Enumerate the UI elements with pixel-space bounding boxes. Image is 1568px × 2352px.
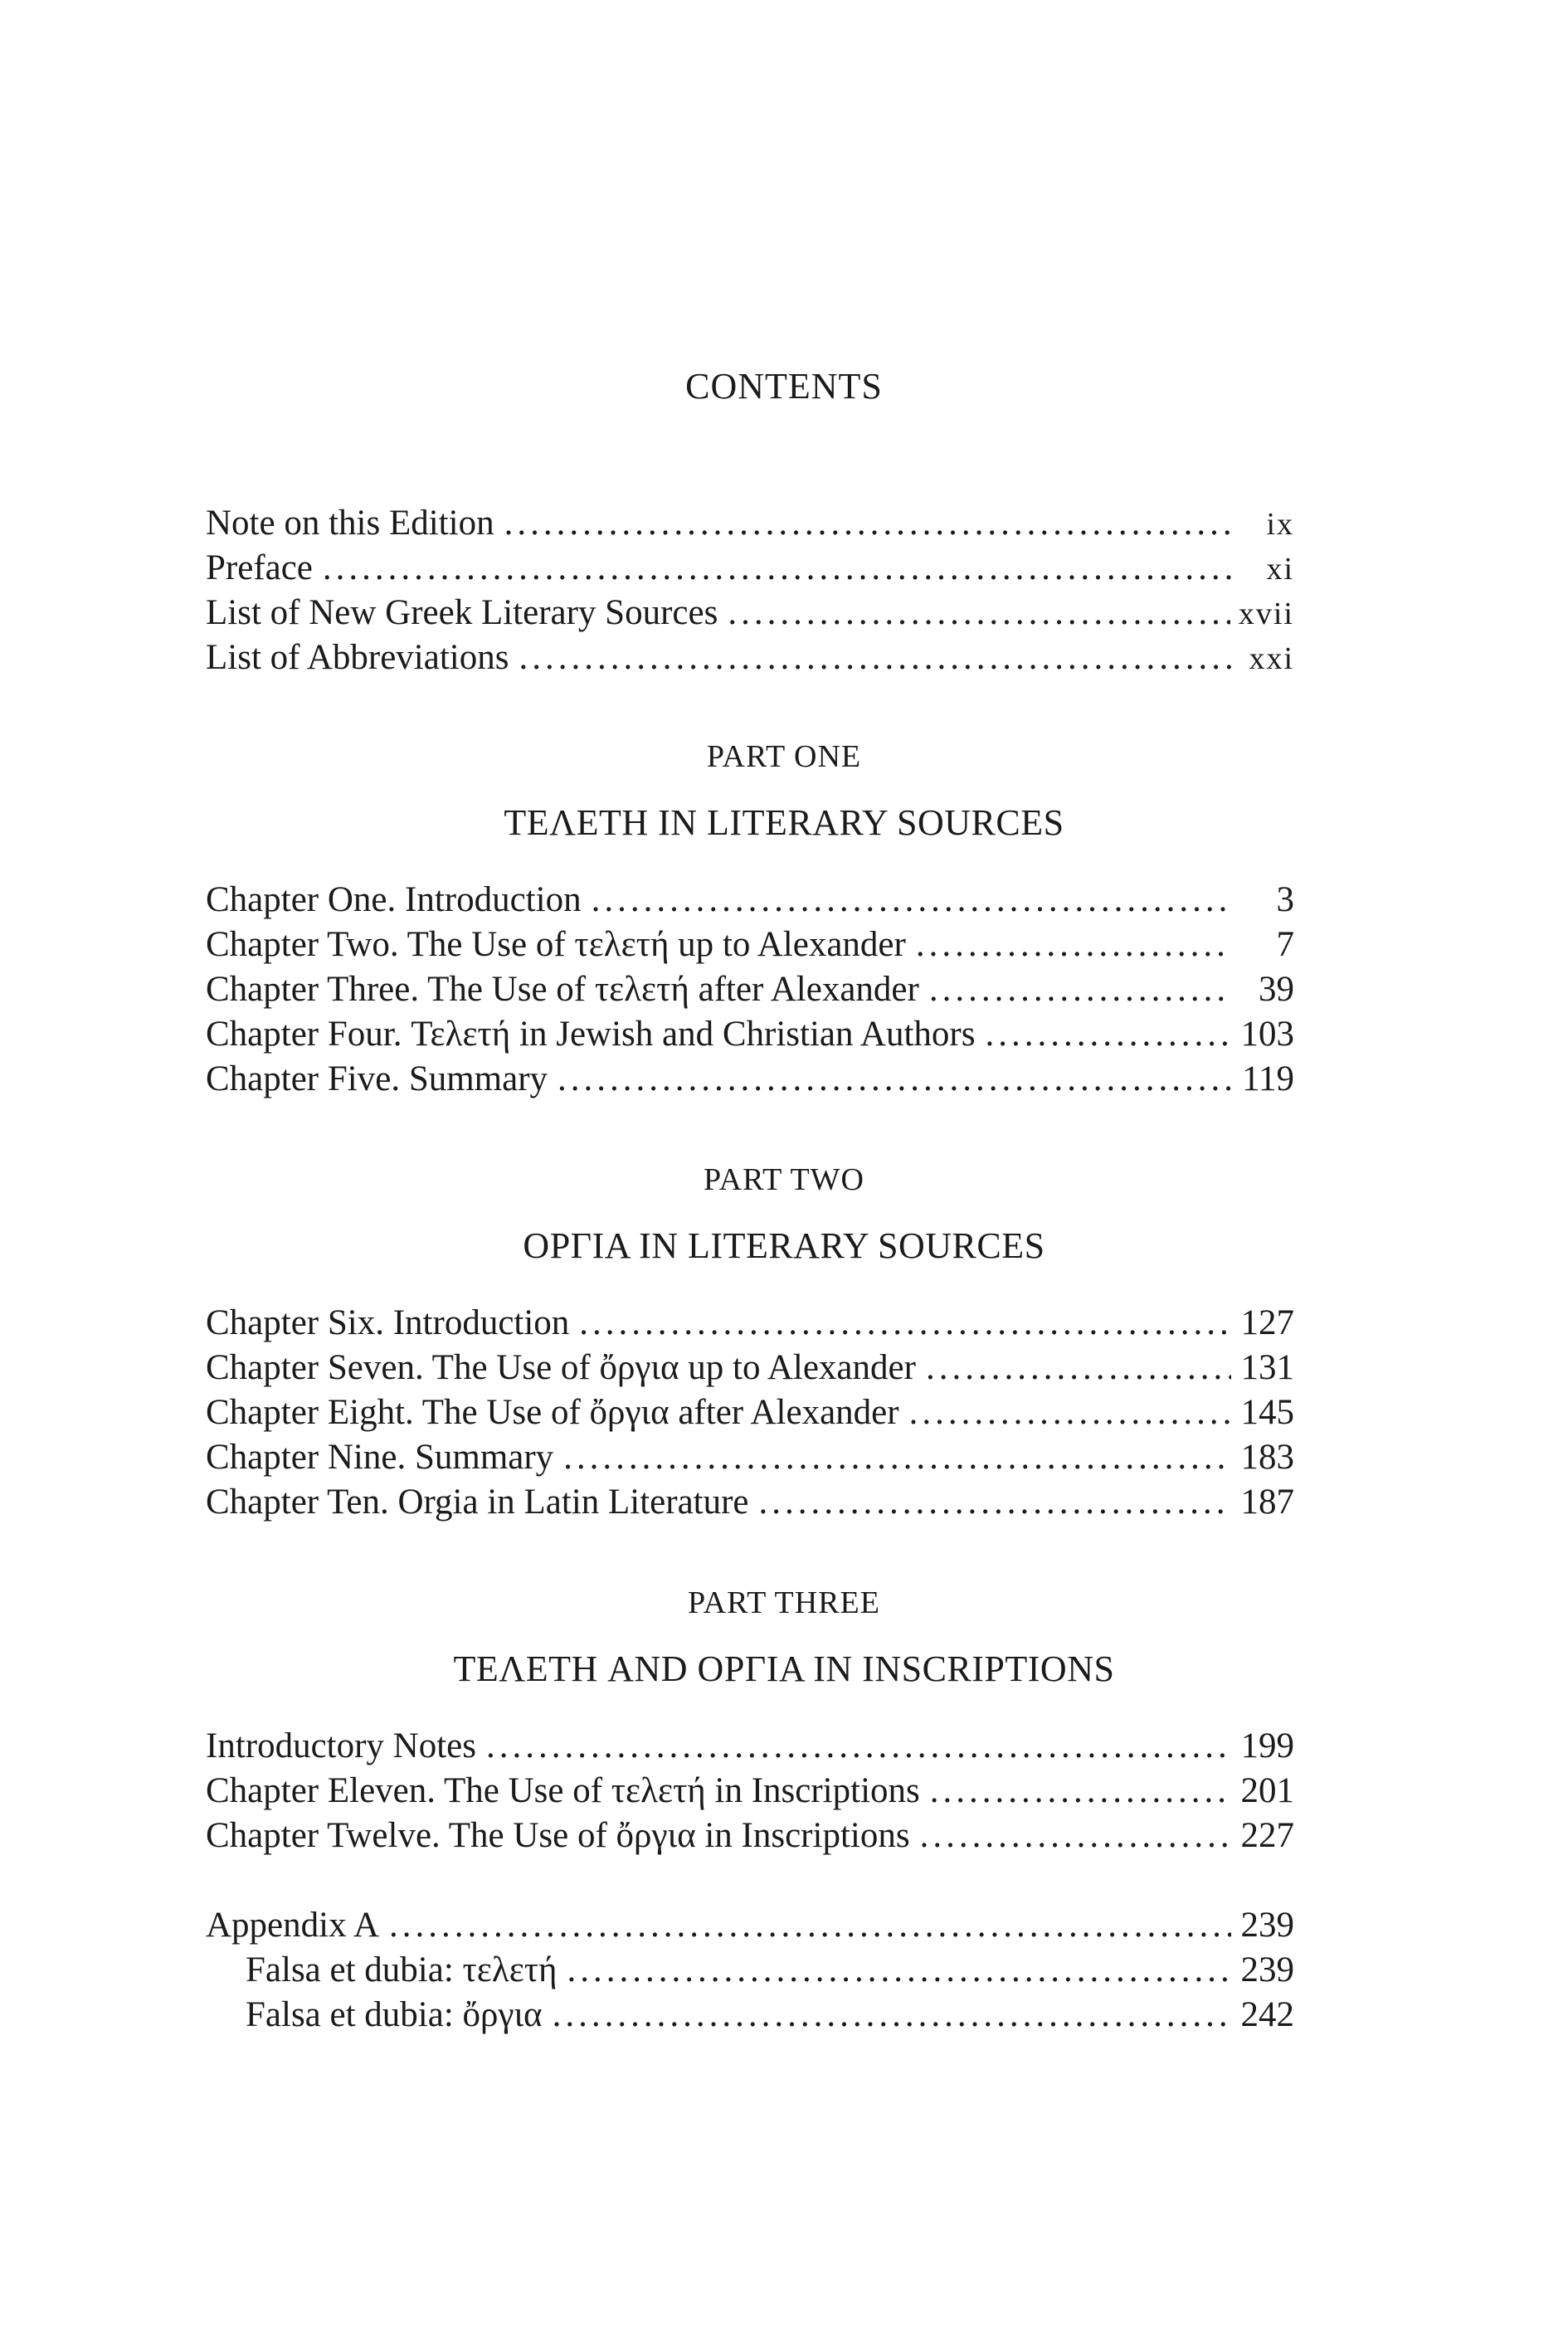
dot-leader xyxy=(929,967,1231,1012)
toc-entry xyxy=(206,967,1294,1012)
toc-entry-title: Note on this Edition xyxy=(206,504,494,543)
toc-entry-page: 201 xyxy=(1240,1771,1294,1810)
toc-entry xyxy=(206,1769,1294,1814)
part-one-label: PART ONE xyxy=(706,739,862,774)
dot-leader xyxy=(567,1948,1231,1993)
toc-subentry xyxy=(206,1948,1294,1993)
dot-leader xyxy=(920,1814,1231,1858)
toc-entry-title: Falsa et dubia: ὄργια xyxy=(246,1995,543,2034)
dot-leader xyxy=(926,1346,1231,1390)
dot-leader xyxy=(558,1057,1231,1102)
toc-entry-page: 183 xyxy=(1240,1438,1294,1477)
toc-entry xyxy=(206,878,1294,923)
toc-entry-title: Chapter Two. The Use of τελετή up to Alexander xyxy=(206,925,906,964)
dot-leader xyxy=(323,546,1231,591)
toc-entry-title: Chapter Five. Summary xyxy=(206,1059,548,1098)
toc-entry-title: Falsa et dubia: τελετή xyxy=(246,1950,558,1989)
toc-entry-page: 199 xyxy=(1240,1726,1294,1765)
toc-entry xyxy=(206,1724,1294,1769)
toc-entry-title: Chapter Twelve. The Use of ὄργια in Inscriptions xyxy=(206,1816,910,1855)
dot-leader xyxy=(563,1435,1231,1480)
dot-leader xyxy=(916,923,1231,967)
toc-entry-page: 239 xyxy=(1240,1906,1294,1945)
toc-entry-page: 7 xyxy=(1276,925,1294,964)
toc-entry-title: List of Abbreviations xyxy=(206,638,509,677)
contents-title: CONTENTS xyxy=(685,366,883,407)
dot-leader xyxy=(504,501,1231,546)
toc-entry-page: 227 xyxy=(1240,1816,1294,1855)
dot-leader xyxy=(728,591,1230,635)
dot-leader xyxy=(519,635,1231,680)
toc-entry-page: xi xyxy=(1266,552,1294,587)
dot-leader xyxy=(389,1903,1231,1948)
toc-entry xyxy=(206,635,1294,680)
toc-entry xyxy=(206,1390,1294,1435)
part-three-label: PART THREE xyxy=(688,1585,880,1620)
toc-entry-page: ix xyxy=(1266,507,1294,542)
toc-entry-page: 187 xyxy=(1240,1483,1294,1522)
toc-entry-title: Appendix A xyxy=(206,1906,380,1945)
dot-leader xyxy=(985,1012,1231,1057)
part-one-list xyxy=(206,878,1294,1102)
dot-leader xyxy=(759,1480,1231,1525)
part-three-list xyxy=(206,1724,1294,1858)
toc-entry-title: Chapter Nine. Summary xyxy=(206,1438,554,1477)
toc-entry xyxy=(206,923,1294,967)
toc-entry-page: 39 xyxy=(1259,970,1294,1009)
dot-leader xyxy=(486,1724,1231,1769)
toc-entry xyxy=(206,546,1294,591)
toc-entry-page: 119 xyxy=(1242,1059,1294,1098)
front-matter-list xyxy=(206,501,1294,680)
toc-entry-title: Preface xyxy=(206,548,313,587)
toc-entry-page: 3 xyxy=(1276,880,1294,919)
toc-entry-page: 239 xyxy=(1240,1950,1294,1989)
dot-leader xyxy=(579,1301,1231,1346)
toc-entry-page: xxi xyxy=(1249,641,1294,676)
toc-entry xyxy=(206,591,1294,635)
toc-entry-title: Chapter Ten. Orgia in Latin Literature xyxy=(206,1483,749,1522)
part-three-title: ΤΕΛΕΤΗ AND ΟΡΓΙΑ IN INSCRIPTIONS xyxy=(453,1648,1115,1689)
appendix-list xyxy=(206,1903,1294,2038)
toc-entry-title: Chapter Six. Introduction xyxy=(206,1303,570,1342)
dot-leader xyxy=(553,1993,1231,2038)
toc-entry-page: 127 xyxy=(1240,1303,1294,1342)
toc-entry-title: Introductory Notes xyxy=(206,1726,477,1765)
toc-entry-title: Chapter Eleven. The Use of τελετή in Inscriptions xyxy=(206,1771,920,1810)
toc-entry-title: Chapter Eight. The Use of ὄργια after Alexander xyxy=(206,1393,899,1432)
toc-entry-title: Chapter Three. The Use of τελετή after Alexander xyxy=(206,970,919,1009)
toc-entry xyxy=(206,1301,1294,1346)
toc-entry-title: Chapter Seven. The Use of ὄργια up to Alexander xyxy=(206,1348,916,1387)
toc-entry xyxy=(206,1346,1294,1390)
toc-entry-title: Chapter Four. Τελετή in Jewish and Christian Authors xyxy=(206,1015,976,1054)
part-two-title: ΟΡΓΙΑ IN LITERARY SOURCES xyxy=(523,1225,1045,1266)
toc-entry-page: 242 xyxy=(1240,1995,1294,2034)
part-one-title: ΤΕΛΕΤΗ IN LITERARY SOURCES xyxy=(504,802,1064,843)
part-two-list xyxy=(206,1301,1294,1525)
toc-entry xyxy=(206,1435,1294,1480)
dot-leader xyxy=(592,878,1231,923)
toc-entry-page: xvii xyxy=(1238,597,1294,631)
dot-leader xyxy=(930,1769,1231,1814)
toc-entry-page: 103 xyxy=(1240,1015,1294,1054)
toc-entry xyxy=(206,501,1294,546)
toc-entry xyxy=(206,1480,1294,1525)
part-two-label: PART TWO xyxy=(703,1162,864,1197)
toc-entry xyxy=(206,1057,1294,1102)
toc-entry-title: List of New Greek Literary Sources xyxy=(206,593,718,632)
dot-leader xyxy=(909,1390,1231,1435)
toc-subentry xyxy=(206,1993,1294,2038)
toc-entry-page: 131 xyxy=(1240,1348,1294,1387)
toc-entry xyxy=(206,1012,1294,1057)
toc-entry xyxy=(206,1903,1294,1948)
toc-entry-page: 145 xyxy=(1240,1393,1294,1432)
toc-entry xyxy=(206,1814,1294,1858)
toc-entry-title: Chapter One. Introduction xyxy=(206,880,582,919)
